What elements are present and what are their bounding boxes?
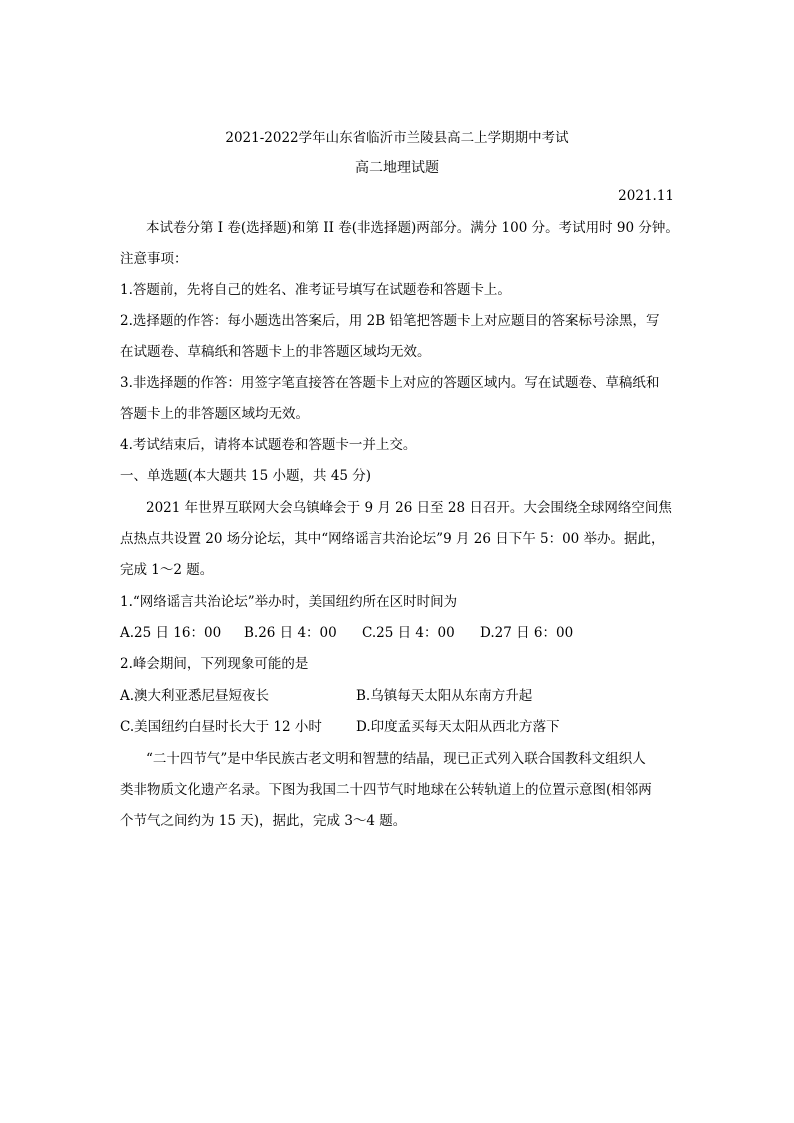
passage-line: 个节气之间约为 15 天)，据此，完成 3～4 题。	[120, 813, 407, 829]
note-item: 4.考试结束后，请将本试题卷和答题卡一并上交。	[120, 437, 417, 453]
question-2-option-d: D.印度孟买每天太阳从西北方落下	[356, 719, 560, 735]
passage-line: 2021 年世界互联网大会乌镇峰会于 9 月 26 日至 28 日召开。大会围绕全球网络空间焦	[146, 500, 672, 516]
exam-date: 2021.11	[618, 188, 674, 204]
exam-title: 2021-2022学年山东省临沂市兰陵县高二上学期期中考试	[225, 130, 569, 146]
passage-line: 点热点共设置 20 场分论坛，其中“网络谣言共治论坛”9 月 26 日下午 5：00 举办。据此，	[120, 531, 665, 547]
passage-line: “二十四节气”是中华民族古老文明和智慧的结晶，现已正式列入联合国教科文组织人	[146, 751, 646, 767]
note-item: 在试题卷、草稿纸和答题卡上的非答题区域均无效。	[120, 344, 431, 360]
passage-line: 类非物质文化遗产名录。下图为我国二十四节气时地球在公转轨道上的位置示意图(相邻两	[120, 782, 652, 798]
intro-paragraph: 本试卷分第 I 卷(选择题)和第 II 卷(非选择题)两部分。满分 100 分。考试用时 90 分钟。	[146, 220, 679, 236]
exam-subtitle: 高二地理试题	[355, 160, 439, 176]
note-item: 1.答题前，先将自己的姓名、准考证号填写在试题卷和答题卡上。	[120, 282, 511, 298]
question-1-stem: 1.“网络谣言共治论坛”举办时，美国纽约所在区时时间为	[120, 594, 458, 610]
question-2-option-b: B.乌镇每天太阳从东南方升起	[356, 688, 533, 704]
notice-title: 注意事项：	[120, 251, 188, 267]
question-1-option-d: D.27 日 6：00	[480, 625, 574, 641]
section-heading: 一、单选题(本大题共 15 小题，共 45 分)	[120, 468, 372, 484]
question-1-option-b: B.26 日 4：00	[244, 625, 337, 641]
note-item: 答题卡上的非答题区域均无效。	[120, 406, 309, 422]
passage-line: 完成 1～2 题。	[120, 562, 214, 578]
question-2-option-c: C.美国纽约白昼时长大于 12 小时	[120, 719, 322, 735]
question-2-stem: 2.峰会期间，下列现象可能的是	[120, 656, 309, 672]
note-item: 3.非选择题的作答：用签字笔直接答在答题卡上对应的答题区域内。写在试题卷、草稿纸和	[120, 375, 660, 391]
question-2-option-a: A.澳大利亚悉尼昼短夜长	[120, 688, 270, 704]
question-1-option-c: C.25 日 4：00	[362, 625, 455, 641]
note-item: 2.选择题的作答：每小题选出答案后，用 2B 铅笔把答题卡上对应题目的答案标号涂黑，写	[120, 313, 660, 329]
question-1-option-a: A.25 日 16：00	[120, 625, 222, 641]
